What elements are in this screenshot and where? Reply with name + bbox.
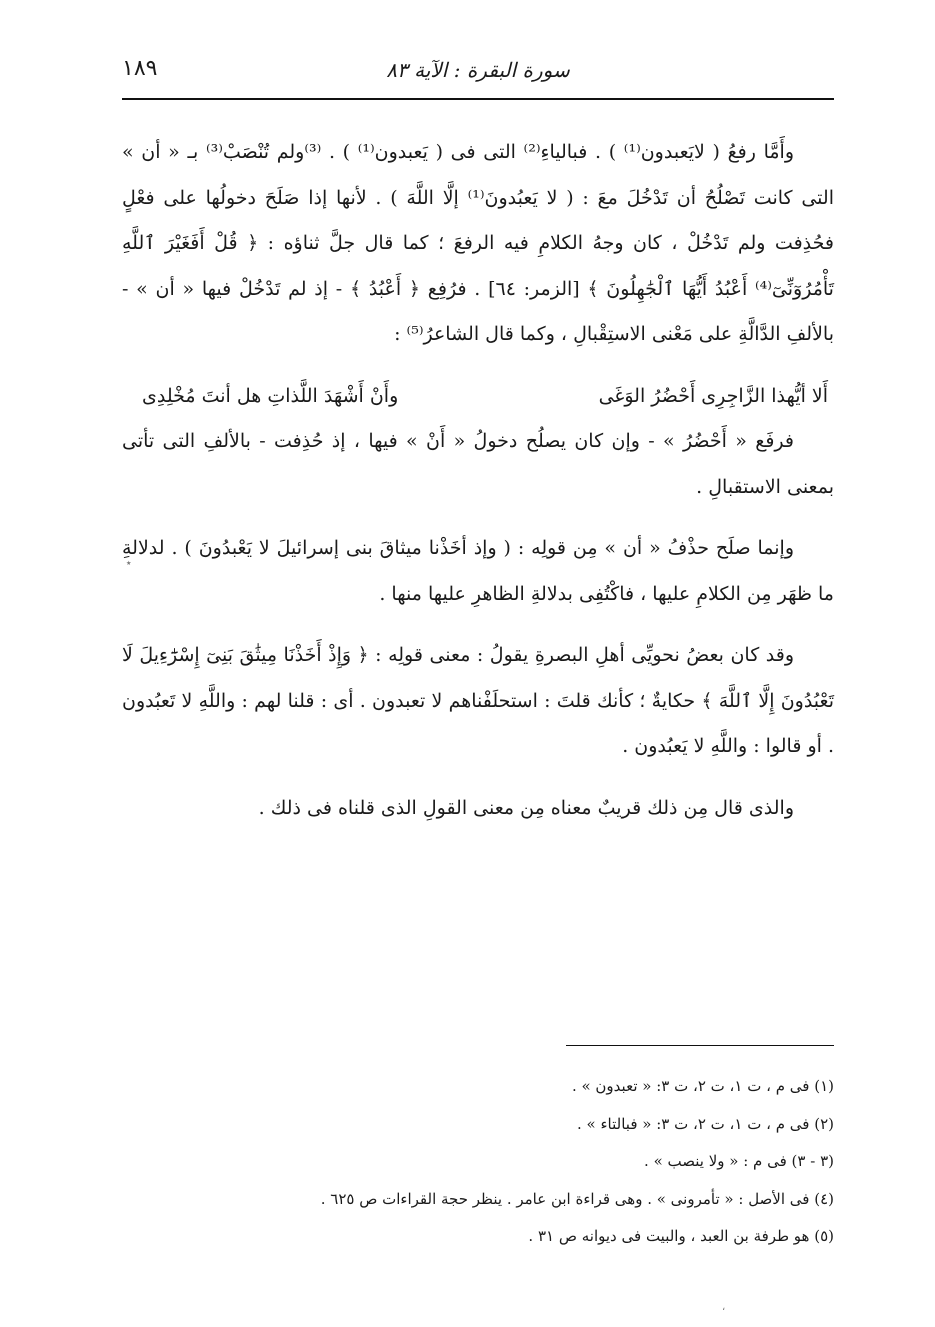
text-line: وإنما صلَح حذْفُ « أن » مِن قولِه : ( وإذ أخَذْنا ميثاقَ بنى إسرائيلَ لا — [258, 537, 795, 559]
footnotes — [122, 1068, 834, 1256]
text-line: منها . — [379, 582, 422, 605]
page-number: ١٨٩ — [122, 56, 158, 81]
text-line: وأَمَّا رفعُ ( لايَعبدون⁽¹⁾ ) . فبالياءِ⁽²⁾ التى فى ( يَعبدون⁽¹⁾ ) . ⁽³⁾ولم تُنْصَبْ⁽³⁾ بـ — [187, 141, 795, 163]
header-rule — [122, 98, 834, 100]
text-line: « أن » التى كانت تَصْلُحُ أن تَدْخُلَ معَ : ( لا يَعبُدونَ⁽¹⁾ إلَّا اللَّهَ ) . لأنها إذا صَلَحَ — [122, 141, 834, 209]
text-line: فرفَع « أَحْضُرُ » - وإن كان يصلُح دخولُ « أَنْ » فيها ، إذ حُذِفت - بالألفِ — [203, 430, 794, 452]
margin-mark: ، — [722, 1302, 726, 1313]
paragraph — [122, 419, 834, 510]
footnote: (٣ - ٣) فى م : « ولا ينصب » . — [644, 1152, 834, 1170]
paragraph: والذى قال مِن ذلك قريبٌ معناه مِن معنى القولِ الذى قلناه فى ذلك . — [258, 796, 794, 819]
footnote: (٥) هو طرفة بن العبد ، والبيت فى ديوانه ص ٣١ . — [528, 1227, 834, 1245]
text-line: يَعْبدُونَ ) . لدلالةِ ما ظهَر مِن الكلامِ عليها ، فاكْتُفِى بدلالةِ الظاهرِ عليها — [122, 537, 834, 605]
verse-hemistich-second: وأَنْ أَشْهَدَ اللَّذاتِ هل أنتَ مُخْلِدِى — [142, 384, 399, 407]
margin-mark: ٭ — [126, 558, 132, 569]
text-line: وقد كان بعضُ نحويِّى أهلِ البصرةِ يقولُ : معنى قولِه : ﴿ وَإِذْ أَخَذْنَا مِيثَٰقَ — [239, 644, 795, 666]
footnote: (٢) فى م ، ت ١، ت ٢، ت ٣: « فبالتاء » . — [577, 1114, 834, 1133]
running-header-title: سورة البقرة : الآية ٨٣ — [386, 58, 570, 82]
verse-hemistich-first: أَلا أيُّهذا الزَّاجِرِى أَحْضُرُ الوَغَى — [598, 384, 828, 407]
paragraph — [122, 633, 834, 770]
text-line: التى تأتى بمعنى الاستقبالِ . — [122, 430, 834, 498]
text-line: أى : قلنا لهم : واللَّهِ لا تَعبُدون . أو قالوا : واللَّهِ لا يَعبُدون . — [122, 689, 834, 757]
poetry-verse — [122, 374, 834, 420]
text-line: ﴿ أَعْبُدُ ﴾ - إذ لم تَدْخُلْ فيها « أن » - بالألفِ الدَّالَّةِ على مَعْنى الاستِقْبالِ ، وكما — [122, 277, 834, 345]
footnote-separator — [566, 1045, 834, 1046]
running-header — [122, 52, 834, 92]
main-text — [122, 130, 834, 831]
text-line: ثناؤه : ﴿ قُلْ أَفَغَيْرَ ٱللَّهِ تَأْمُرُوٓنِّىٓ⁽⁴⁾ أَعْبُدُ أَيُّهَا ٱلْجَٰهِلُونَ ﴾ [الزمر: ٦٤] . فرُفِع — [122, 232, 834, 300]
paragraph — [122, 130, 834, 358]
footnote: (٤) فى الأصل : « تأمرونى » . وهى قراءة ابن عامر . ينظر حجة القراءات ص ٦٢٥ . — [320, 1189, 834, 1208]
text-line: قال الشاعرُ⁽⁵⁾ : — [394, 323, 514, 345]
footnote: (١) فى م ، ت ١، ت ٢، ت ٣: « تعبدون » . — [571, 1077, 834, 1095]
paragraph — [122, 526, 834, 617]
text-line: دخولُها على فعْلٍ فحُذِفت ولم تَدْخُلْ ، كان وجهُ الكلامِ فيه الرفعَ ؛ كما قال جلَّ — [122, 186, 834, 254]
text-line: بَنِىٓ إِسْرَٰٓءِيلَ لَا تَعْبُدُونَ إِلَّا ٱللَّهَ ﴾ حكايةٌ ؛ كأنك قلتَ : استحلَفْناهم لا تعبدون . — [122, 644, 834, 712]
